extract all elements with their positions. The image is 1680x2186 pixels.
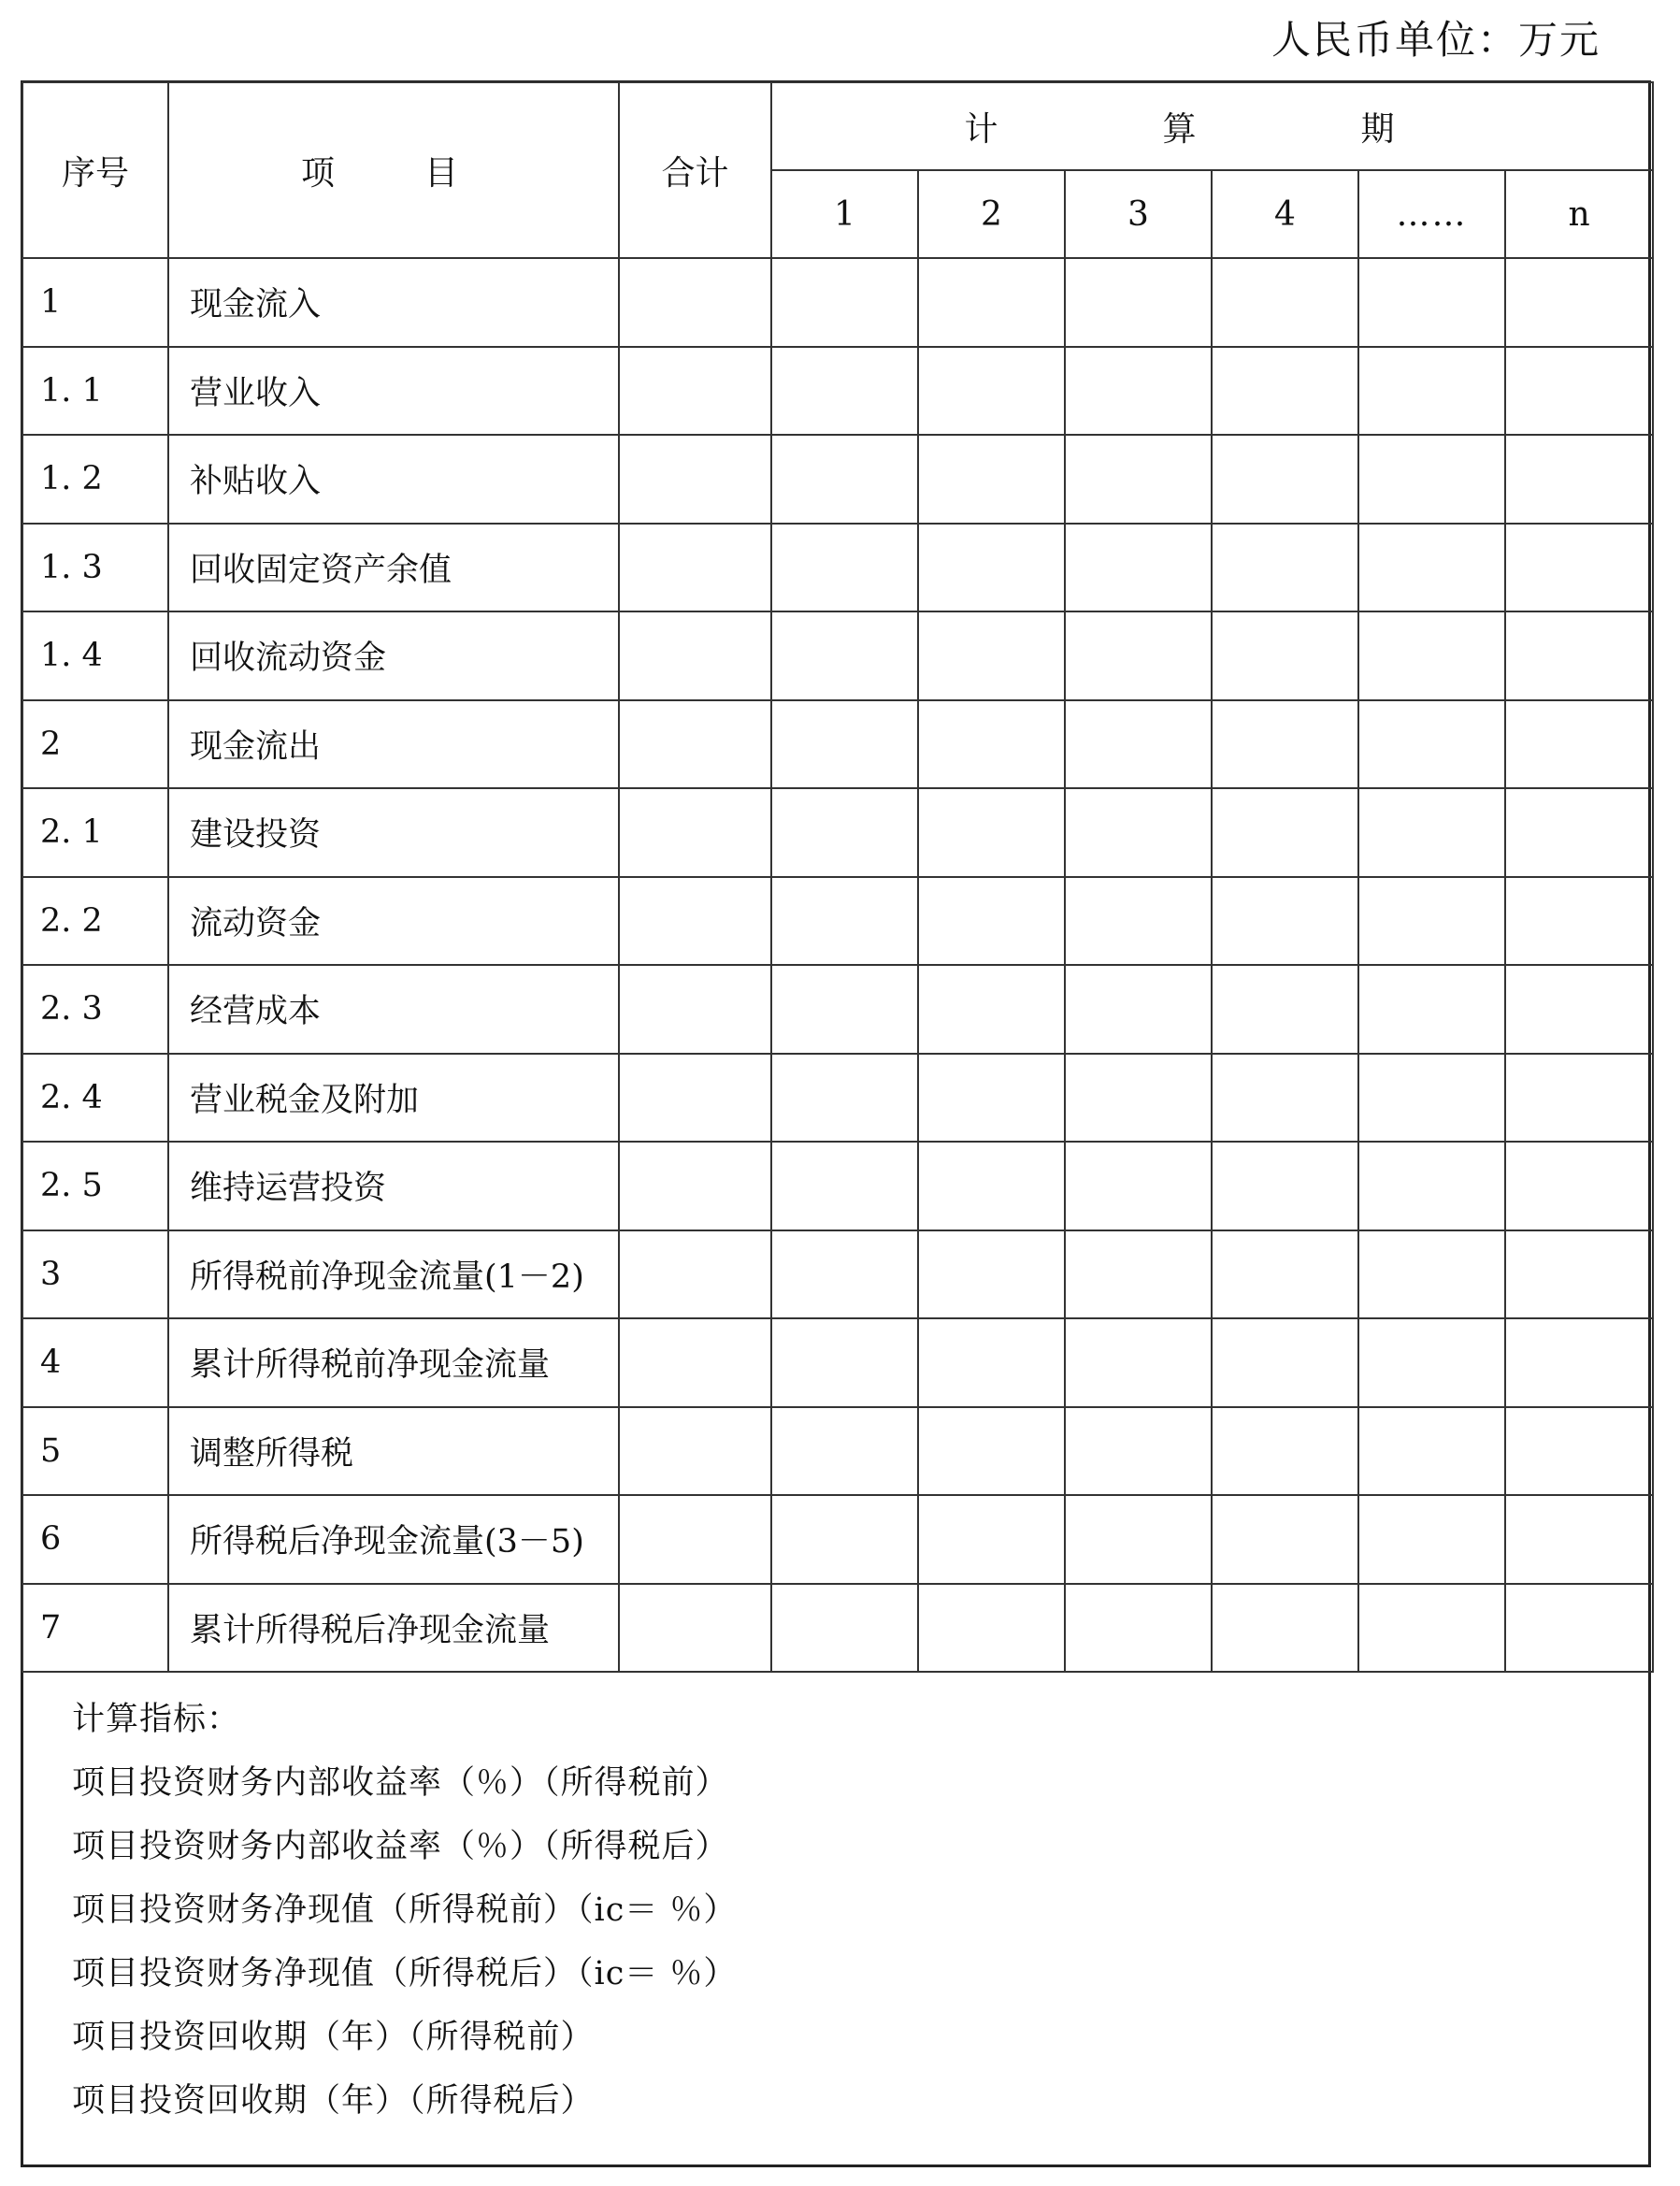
row-seq: 1. 1 [22,347,168,436]
row-period-cell [1358,1407,1505,1496]
metric-line: 项目投资财务净现值（所得税前）（ic＝ ％） [72,1891,738,1929]
row-period-cell [918,1584,1065,1673]
table-row [22,1054,1653,1143]
row-total-cell [619,1584,771,1673]
header-seq: 序号 [22,82,168,258]
row-item: 累计所得税后净现金流量 [168,1584,619,1673]
row-item: 建设投资 [168,788,619,877]
row-period-cell [771,1054,918,1143]
metric-line: 项目投资财务内部收益率（％）（所得税后） [72,1828,729,1865]
row-item: 累计所得税前净现金流量 [168,1318,619,1407]
metric-line: 项目投资回收期（年）（所得税后） [72,2082,595,2120]
row-period-cell [918,347,1065,436]
row-period-cell [1212,524,1358,612]
row-item: 调整所得税 [168,1407,619,1496]
table-row [22,700,1653,789]
row-period-cell [771,1318,918,1407]
table-row [22,965,1653,1054]
row-period-cell [1212,1407,1358,1496]
row-period-cell [1065,788,1212,877]
row-period-cell [1065,1230,1212,1319]
metric-line: 项目投资回收期（年）（所得税前） [72,2019,595,2056]
row-period-cell [771,700,918,789]
row-item: 所得税后净现金流量(3－5) [168,1495,619,1584]
row-period-cell [1065,1584,1212,1673]
row-period-cell [1358,1230,1505,1319]
row-period-cell [1065,1142,1212,1230]
header-row [22,82,1653,170]
header-period: 4 [1212,170,1358,258]
row-period-cell [1065,435,1212,524]
row-total-cell [619,347,771,436]
row-period-cell [1358,347,1505,436]
row-period-cell [1212,877,1358,966]
row-period-cell [1065,611,1212,700]
row-item: 回收固定资产余值 [168,524,619,612]
row-item: 维持运营投资 [168,1142,619,1230]
row-period-cell [1065,1495,1212,1584]
row-period-cell [1505,1230,1653,1319]
row-period-cell [771,1495,918,1584]
row-period-cell [1212,965,1358,1054]
metric-line: 项目投资财务内部收益率（％）（所得税前） [72,1764,729,1802]
row-total-cell [619,258,771,347]
unit-label: 人民币单位：万元 [1271,17,1601,63]
row-period-cell [1212,1054,1358,1143]
row-period-cell [918,524,1065,612]
row-period-cell [918,1054,1065,1143]
row-period-cell [1358,1318,1505,1407]
row-item: 经营成本 [168,965,619,1054]
row-period-cell [1358,611,1505,700]
header-item: 项 目 [168,82,619,258]
row-seq: 2. 2 [22,877,168,966]
table-row [22,1584,1653,1673]
row-seq: 1 [22,258,168,347]
cash-flow-table-frame [21,80,1651,2167]
table-body [22,258,1653,1672]
row-period-cell [1505,347,1653,436]
row-period-cell [1358,258,1505,347]
row-period-cell [1065,347,1212,436]
row-item: 回收流动资金 [168,611,619,700]
row-period-cell [1212,700,1358,789]
row-period-cell [1505,524,1653,612]
table-row [22,258,1653,347]
row-total-cell [619,877,771,966]
table-row [22,1142,1653,1230]
row-item: 营业收入 [168,347,619,436]
row-period-cell [1065,1318,1212,1407]
row-period-cell [1505,788,1653,877]
row-period-cell [1358,788,1505,877]
row-period-cell [1505,435,1653,524]
header-period: n [1505,170,1653,258]
metrics-section [23,1667,1648,2164]
row-period-cell [1358,1495,1505,1584]
row-total-cell [619,1230,771,1319]
row-seq: 2. 5 [22,1142,168,1230]
row-period-cell [1065,1054,1212,1143]
row-seq: 2. 3 [22,965,168,1054]
row-period-cell [1212,1584,1358,1673]
table-row [22,1230,1653,1319]
row-period-cell [1505,1584,1653,1673]
table-row [22,877,1653,966]
row-period-cell [1212,1495,1358,1584]
row-period-cell [1212,347,1358,436]
row-period-cell [918,788,1065,877]
row-period-cell [771,877,918,966]
row-total-cell [619,965,771,1054]
row-period-cell [1212,1142,1358,1230]
row-period-cell [1505,700,1653,789]
row-seq: 7 [22,1584,168,1673]
table-row [22,1407,1653,1496]
row-period-cell [918,435,1065,524]
row-period-cell [1505,877,1653,966]
row-total-cell [619,611,771,700]
row-total-cell [619,435,771,524]
row-total-cell [619,1054,771,1143]
table-row [22,788,1653,877]
row-period-cell [1505,258,1653,347]
row-period-cell [771,1230,918,1319]
header-period-group: 计 算 期 [771,82,1653,170]
metric-line: 项目投资财务净现值（所得税后）（ic＝ ％） [72,1955,738,1992]
header-period: 2 [918,170,1065,258]
row-period-cell [918,1407,1065,1496]
row-period-cell [918,1318,1065,1407]
row-item: 所得税前净现金流量(1－2) [168,1230,619,1319]
header-period: 3 [1065,170,1212,258]
header-total: 合计 [619,82,771,258]
row-period-cell [918,611,1065,700]
row-period-cell [1505,1318,1653,1407]
row-total-cell [619,1407,771,1496]
row-total-cell [619,1495,771,1584]
row-period-cell [1358,1054,1505,1143]
row-seq: 1. 4 [22,611,168,700]
row-seq: 1. 2 [22,435,168,524]
row-period-cell [771,611,918,700]
row-period-cell [1505,1407,1653,1496]
row-period-cell [1065,258,1212,347]
row-period-cell [1358,524,1505,612]
row-period-cell [1505,965,1653,1054]
row-period-cell [1065,1407,1212,1496]
row-total-cell [619,788,771,877]
row-period-cell [771,347,918,436]
row-period-cell [1212,435,1358,524]
row-period-cell [1358,1142,1505,1230]
row-period-cell [1065,877,1212,966]
row-total-cell [619,1142,771,1230]
header-period: 1 [771,170,918,258]
row-period-cell [1358,435,1505,524]
table-row [22,1495,1653,1584]
row-item: 补贴收入 [168,435,619,524]
row-period-cell [771,258,918,347]
row-seq: 3 [22,1230,168,1319]
row-period-cell [1212,788,1358,877]
row-item: 现金流入 [168,258,619,347]
row-period-cell [771,524,918,612]
row-period-cell [771,788,918,877]
table-row [22,435,1653,524]
row-period-cell [1212,611,1358,700]
row-seq: 2 [22,700,168,789]
row-seq: 2. 1 [22,788,168,877]
row-period-cell [1505,1495,1653,1584]
row-seq: 2. 4 [22,1054,168,1143]
row-seq: 5 [22,1407,168,1496]
table-row [22,524,1653,612]
row-period-cell [1212,1318,1358,1407]
row-period-cell [1358,877,1505,966]
header-period: …… [1358,170,1505,258]
row-total-cell [619,524,771,612]
row-total-cell [619,700,771,789]
row-period-cell [1358,1584,1505,1673]
row-seq: 6 [22,1495,168,1584]
row-period-cell [1065,700,1212,789]
row-period-cell [771,1584,918,1673]
row-period-cell [918,877,1065,966]
row-period-cell [1212,1230,1358,1319]
row-period-cell [918,1142,1065,1230]
row-period-cell [771,435,918,524]
row-period-cell [918,258,1065,347]
row-seq: 4 [22,1318,168,1407]
row-period-cell [918,700,1065,789]
row-period-cell [918,1230,1065,1319]
row-item: 流动资金 [168,877,619,966]
row-period-cell [918,965,1065,1054]
row-seq: 1. 3 [22,524,168,612]
metrics-heading: 计算指标： [72,1701,241,1738]
row-period-cell [1505,1142,1653,1230]
cash-flow-table [22,81,1654,1673]
table-row [22,1318,1653,1407]
row-item: 营业税金及附加 [168,1054,619,1143]
row-period-cell [1505,611,1653,700]
table-row [22,347,1653,436]
row-period-cell [771,1142,918,1230]
row-period-cell [1358,965,1505,1054]
row-total-cell [619,1318,771,1407]
table-row [22,611,1653,700]
row-period-cell [1065,524,1212,612]
row-period-cell [1505,1054,1653,1143]
row-period-cell [771,965,918,1054]
row-period-cell [1212,258,1358,347]
row-period-cell [771,1407,918,1496]
row-item: 现金流出 [168,700,619,789]
row-period-cell [1358,700,1505,789]
row-period-cell [1065,965,1212,1054]
row-period-cell [918,1495,1065,1584]
